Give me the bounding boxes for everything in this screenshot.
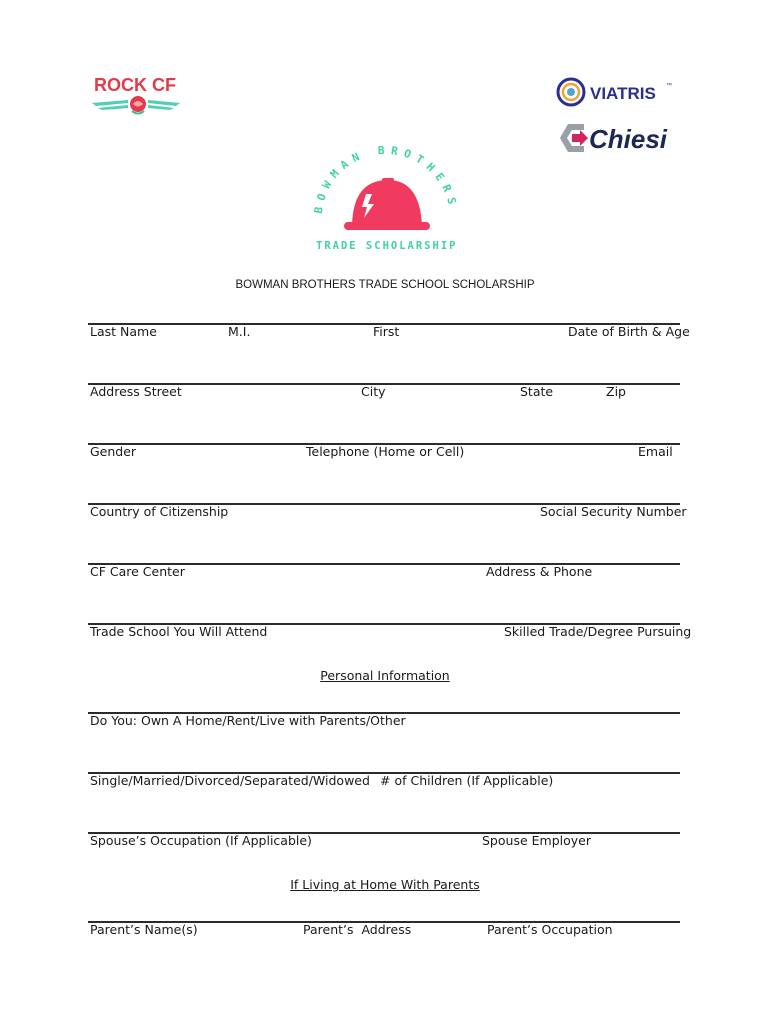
citizenship-label: Country of Citizenship (90, 504, 229, 519)
marital-status-label: Single/Married/Divorced/Separated/Widowed (90, 773, 370, 788)
trade-degree-label: Skilled Trade/Degree Pursuing (504, 624, 692, 639)
ssn-label: Social Security Number (540, 504, 687, 519)
svg-text:™: ™ (666, 83, 672, 89)
parent-occupation-label: Parent’s Occupation (487, 922, 613, 937)
spouse-employer-label: Spouse Employer (482, 833, 591, 848)
telephone-label: Telephone (Home or Cell) (306, 444, 465, 459)
svg-text:Chiesi: Chiesi (589, 124, 668, 154)
email-label: Email (638, 444, 673, 459)
cf-care-center-label: CF Care Center (90, 564, 185, 579)
chiesi-logo (556, 120, 676, 156)
address-phone-label: Address & Phone (486, 564, 593, 579)
middle-initial-label: M.I. (228, 324, 251, 339)
bowman-badge-logo (300, 136, 470, 260)
svg-text:TRADE SCHOLARSHIP: TRADE SCHOLARSHIP (316, 240, 458, 252)
zip-label: Zip (606, 384, 626, 399)
spouse-occupation-label: Spouse’s Occupation (If Applicable) (90, 833, 312, 848)
state-label: State (520, 384, 554, 399)
address-street-label: Address Street (90, 384, 182, 399)
dob-age-label: Date of Birth & Age (568, 324, 690, 339)
city-label: City (361, 384, 386, 399)
first-name-label: First (373, 324, 400, 339)
gender-label: Gender (90, 444, 137, 459)
personal-information-heading: Personal Information (320, 668, 450, 683)
form-title: BOWMAN BROTHERS TRADE SCHOOL SCHOLARSHIP (235, 279, 535, 291)
housing-label: Do You: Own A Home/Rent/Live with Parents/Other (90, 713, 406, 728)
svg-text:VIATRIS: VIATRIS (590, 84, 656, 103)
svg-text:ROCK CF: ROCK CF (94, 75, 176, 95)
rock-cf-logo (88, 72, 188, 118)
last-name-label: Last Name (90, 324, 157, 339)
parent-address-label: Parent’s Address (303, 922, 412, 937)
viatris-logo (556, 76, 676, 110)
trade-school-label: Trade School You Will Attend (90, 624, 268, 639)
parent-names-label: Parent’s Name(s) (90, 922, 198, 937)
children-label: # of Children (If Applicable) (380, 773, 554, 788)
parents-heading: If Living at Home With Parents (290, 877, 480, 892)
svg-text:BOWMAN BROTHERS: BOWMAN BROTHERS (311, 143, 460, 215)
